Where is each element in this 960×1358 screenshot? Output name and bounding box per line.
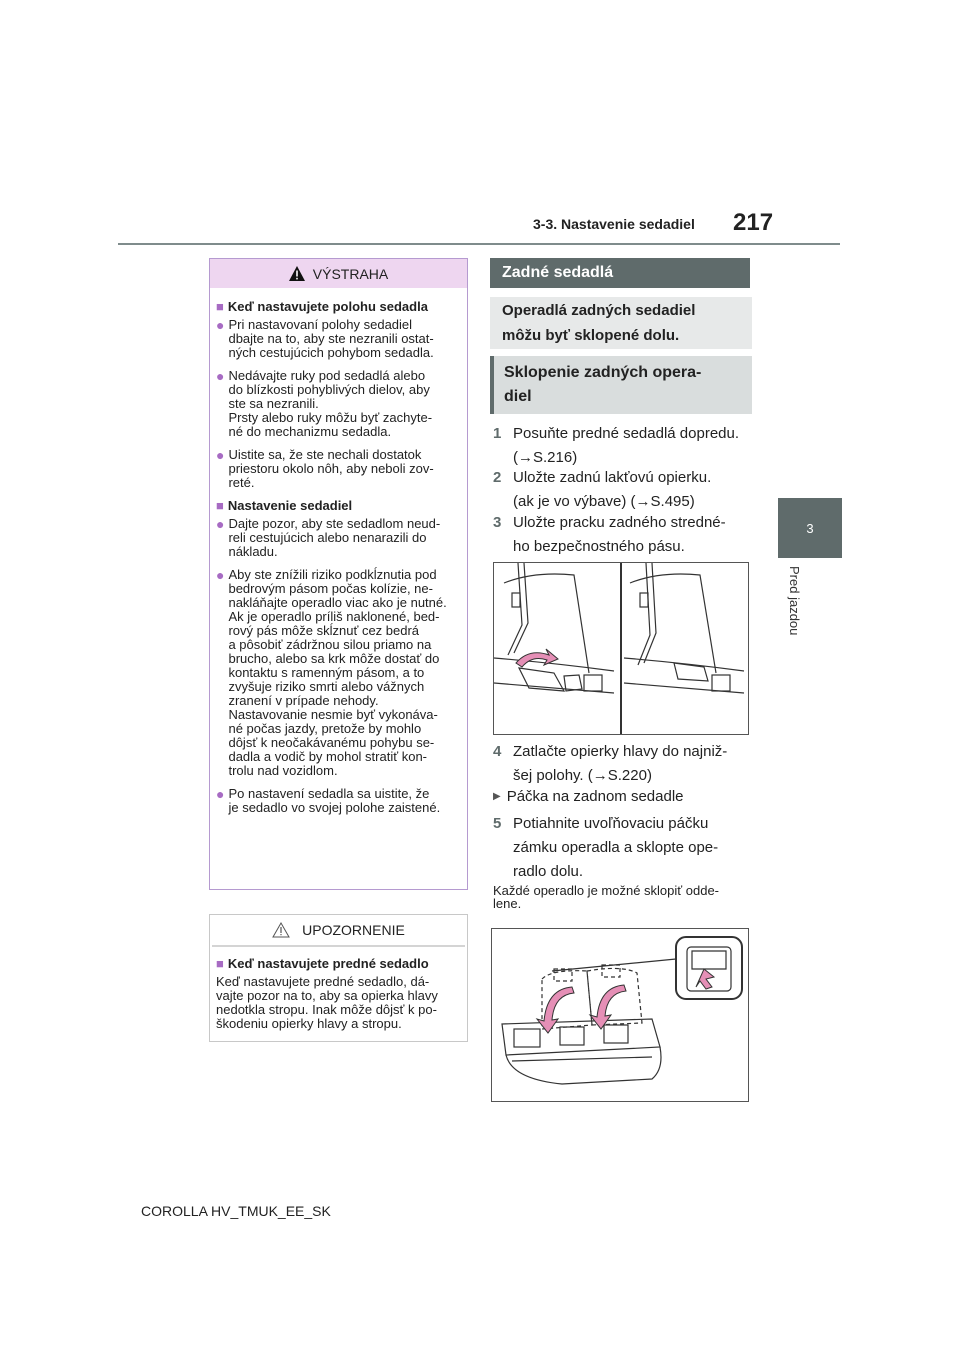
caution-title: UPOZORNENIE bbox=[302, 922, 405, 938]
chapter-number: 3 bbox=[806, 520, 814, 536]
square-bullet-icon: ■ bbox=[216, 299, 224, 314]
warning-header bbox=[210, 259, 467, 288]
caution-header bbox=[210, 915, 467, 945]
warning-bullet: ● Aby ste znížili riziko podkĺznutia pod bedrovým pásom počas kolízie, ne- nakláňajte operadlo viac ako je nutné. Ak je operadlo príliš naklonené, bed- rový pás môže skĺznuť cez bedrá a pôsobiť zádržnou silou priamo na brucho, alebo sa krk môže dostať do kontaktu s ramenným pásom, a to zvyšuje riziko smrti alebo vážnych zranení v prípade nehody. Nastavovanie nesmie byť vykonáva- né počas jazdy, pretože by mohlo dôjsť k neočakávanému pohybu se- dadla a vodič by mohol stratiť kon- trolu nad vozidlom. bbox=[216, 567, 447, 778]
chapter-label bbox=[786, 566, 806, 686]
warning-triangle-icon bbox=[289, 266, 305, 281]
step-2: 2 Uložte zadnú lakťovú opierku. (ak je vo výbave) (→S.495) bbox=[493, 469, 712, 510]
lever-heading: ▶ Páčka na zadnom sedadle bbox=[493, 788, 684, 805]
chapter-label-text: Pred jazdou bbox=[787, 566, 802, 636]
step-4: 4 Zatlačte opierky hlavy do najniž- šej polohy. (→S.220) bbox=[493, 743, 728, 784]
warning-box bbox=[209, 258, 468, 890]
footer-model-code: COROLLA HV_TMUK_EE_SK bbox=[141, 1203, 331, 1219]
round-bullet-icon: ● bbox=[216, 368, 225, 384]
push-arrow-icon bbox=[516, 649, 558, 667]
warning-bullet: ● Po nastavení sedadla sa uistite, že je sedadlo vo svojej polohe zaistené. bbox=[216, 786, 441, 815]
subsection-title: Sklopenie zadných opera- diel bbox=[490, 356, 752, 414]
round-bullet-icon: ● bbox=[216, 567, 225, 583]
round-bullet-icon: ● bbox=[216, 447, 225, 463]
header-divider bbox=[118, 243, 840, 245]
triangle-pointer-icon: ▶ bbox=[493, 791, 501, 802]
round-bullet-icon: ● bbox=[216, 786, 225, 802]
caution-text: Keď nastavujete predné sedadlo, dá- vajte pozor na to, aby sa opierka hlavy nedotkla stropu. Inak môže dôjsť k po- škodeniu opierky hlavy a stropu. bbox=[216, 974, 438, 1031]
caution-body bbox=[210, 947, 467, 1035]
note-text: Každé operadlo je možné sklopiť odde- lene. bbox=[493, 883, 720, 911]
chapter-tab bbox=[778, 498, 842, 558]
warning-bullet: ● Dajte pozor, aby ste sedadlom neud- reli cestujúcich alebo nenarazili do nákladu. bbox=[216, 516, 441, 559]
round-bullet-icon: ● bbox=[216, 516, 225, 532]
section-title: Zadné sedadlá bbox=[490, 258, 750, 288]
rear-seat-drawing bbox=[492, 929, 748, 1101]
intro-text: Operadlá zadných sedadiel môžu byť sklopené dolu. bbox=[490, 297, 752, 349]
caution-box bbox=[209, 914, 468, 1042]
buckle-stowing-illustration bbox=[493, 562, 749, 735]
page-number: 217 bbox=[733, 209, 774, 236]
warning-section-heading: ■ Keď nastavujete polohu sedadla bbox=[216, 299, 428, 314]
warning-bullet: ● Uistite sa, že ste nechali dostatok priestoru okolo nôh, aby neboli zov- reté. bbox=[216, 447, 434, 490]
warning-body bbox=[210, 288, 467, 815]
caution-heading: ■ Keď nastavujete predné sedadlo bbox=[216, 956, 429, 971]
square-bullet-icon: ■ bbox=[216, 498, 224, 513]
step-5: 5 Potiahnite uvoľňovaciu páčku zámku operadla a sklopte ope- radlo dolu. bbox=[493, 815, 719, 880]
section-heading: 3-3. Nastavenie sedadiel bbox=[533, 216, 695, 232]
warning-title: VÝSTRAHA bbox=[312, 265, 389, 282]
step-3: 3 Uložte pracku zadného stredné- ho bezpečnostného pásu. bbox=[493, 514, 726, 555]
step-1: 1 Posuňte predné sedadlá dopredu. (→S.216) bbox=[493, 425, 740, 466]
seat-buckle-drawing bbox=[494, 563, 748, 734]
round-bullet-icon: ● bbox=[216, 317, 225, 333]
warning-bullet: ● Pri nastavovaní polohy sedadiel dbajte na to, aby ste nezranili ostat- ných cestujúcich pohybom sedadla. bbox=[216, 317, 434, 360]
caution-triangle-icon bbox=[272, 922, 290, 938]
warning-bullet: ● Nedávajte ruky pod sedadlá alebo do blízkosti pohyblivých dielov, aby ste sa nezranili. Prsty alebo ruky môžu byť zachyte- né do mechanizmu sedadla. bbox=[216, 368, 433, 439]
square-bullet-icon: ■ bbox=[216, 956, 224, 971]
fold-arrow-right-icon bbox=[590, 985, 626, 1029]
seatback-folding-illustration bbox=[491, 928, 749, 1102]
lever-pull-arrow-icon bbox=[696, 969, 714, 989]
warning-section-heading: ■ Nastavenie sedadiel bbox=[216, 498, 353, 513]
